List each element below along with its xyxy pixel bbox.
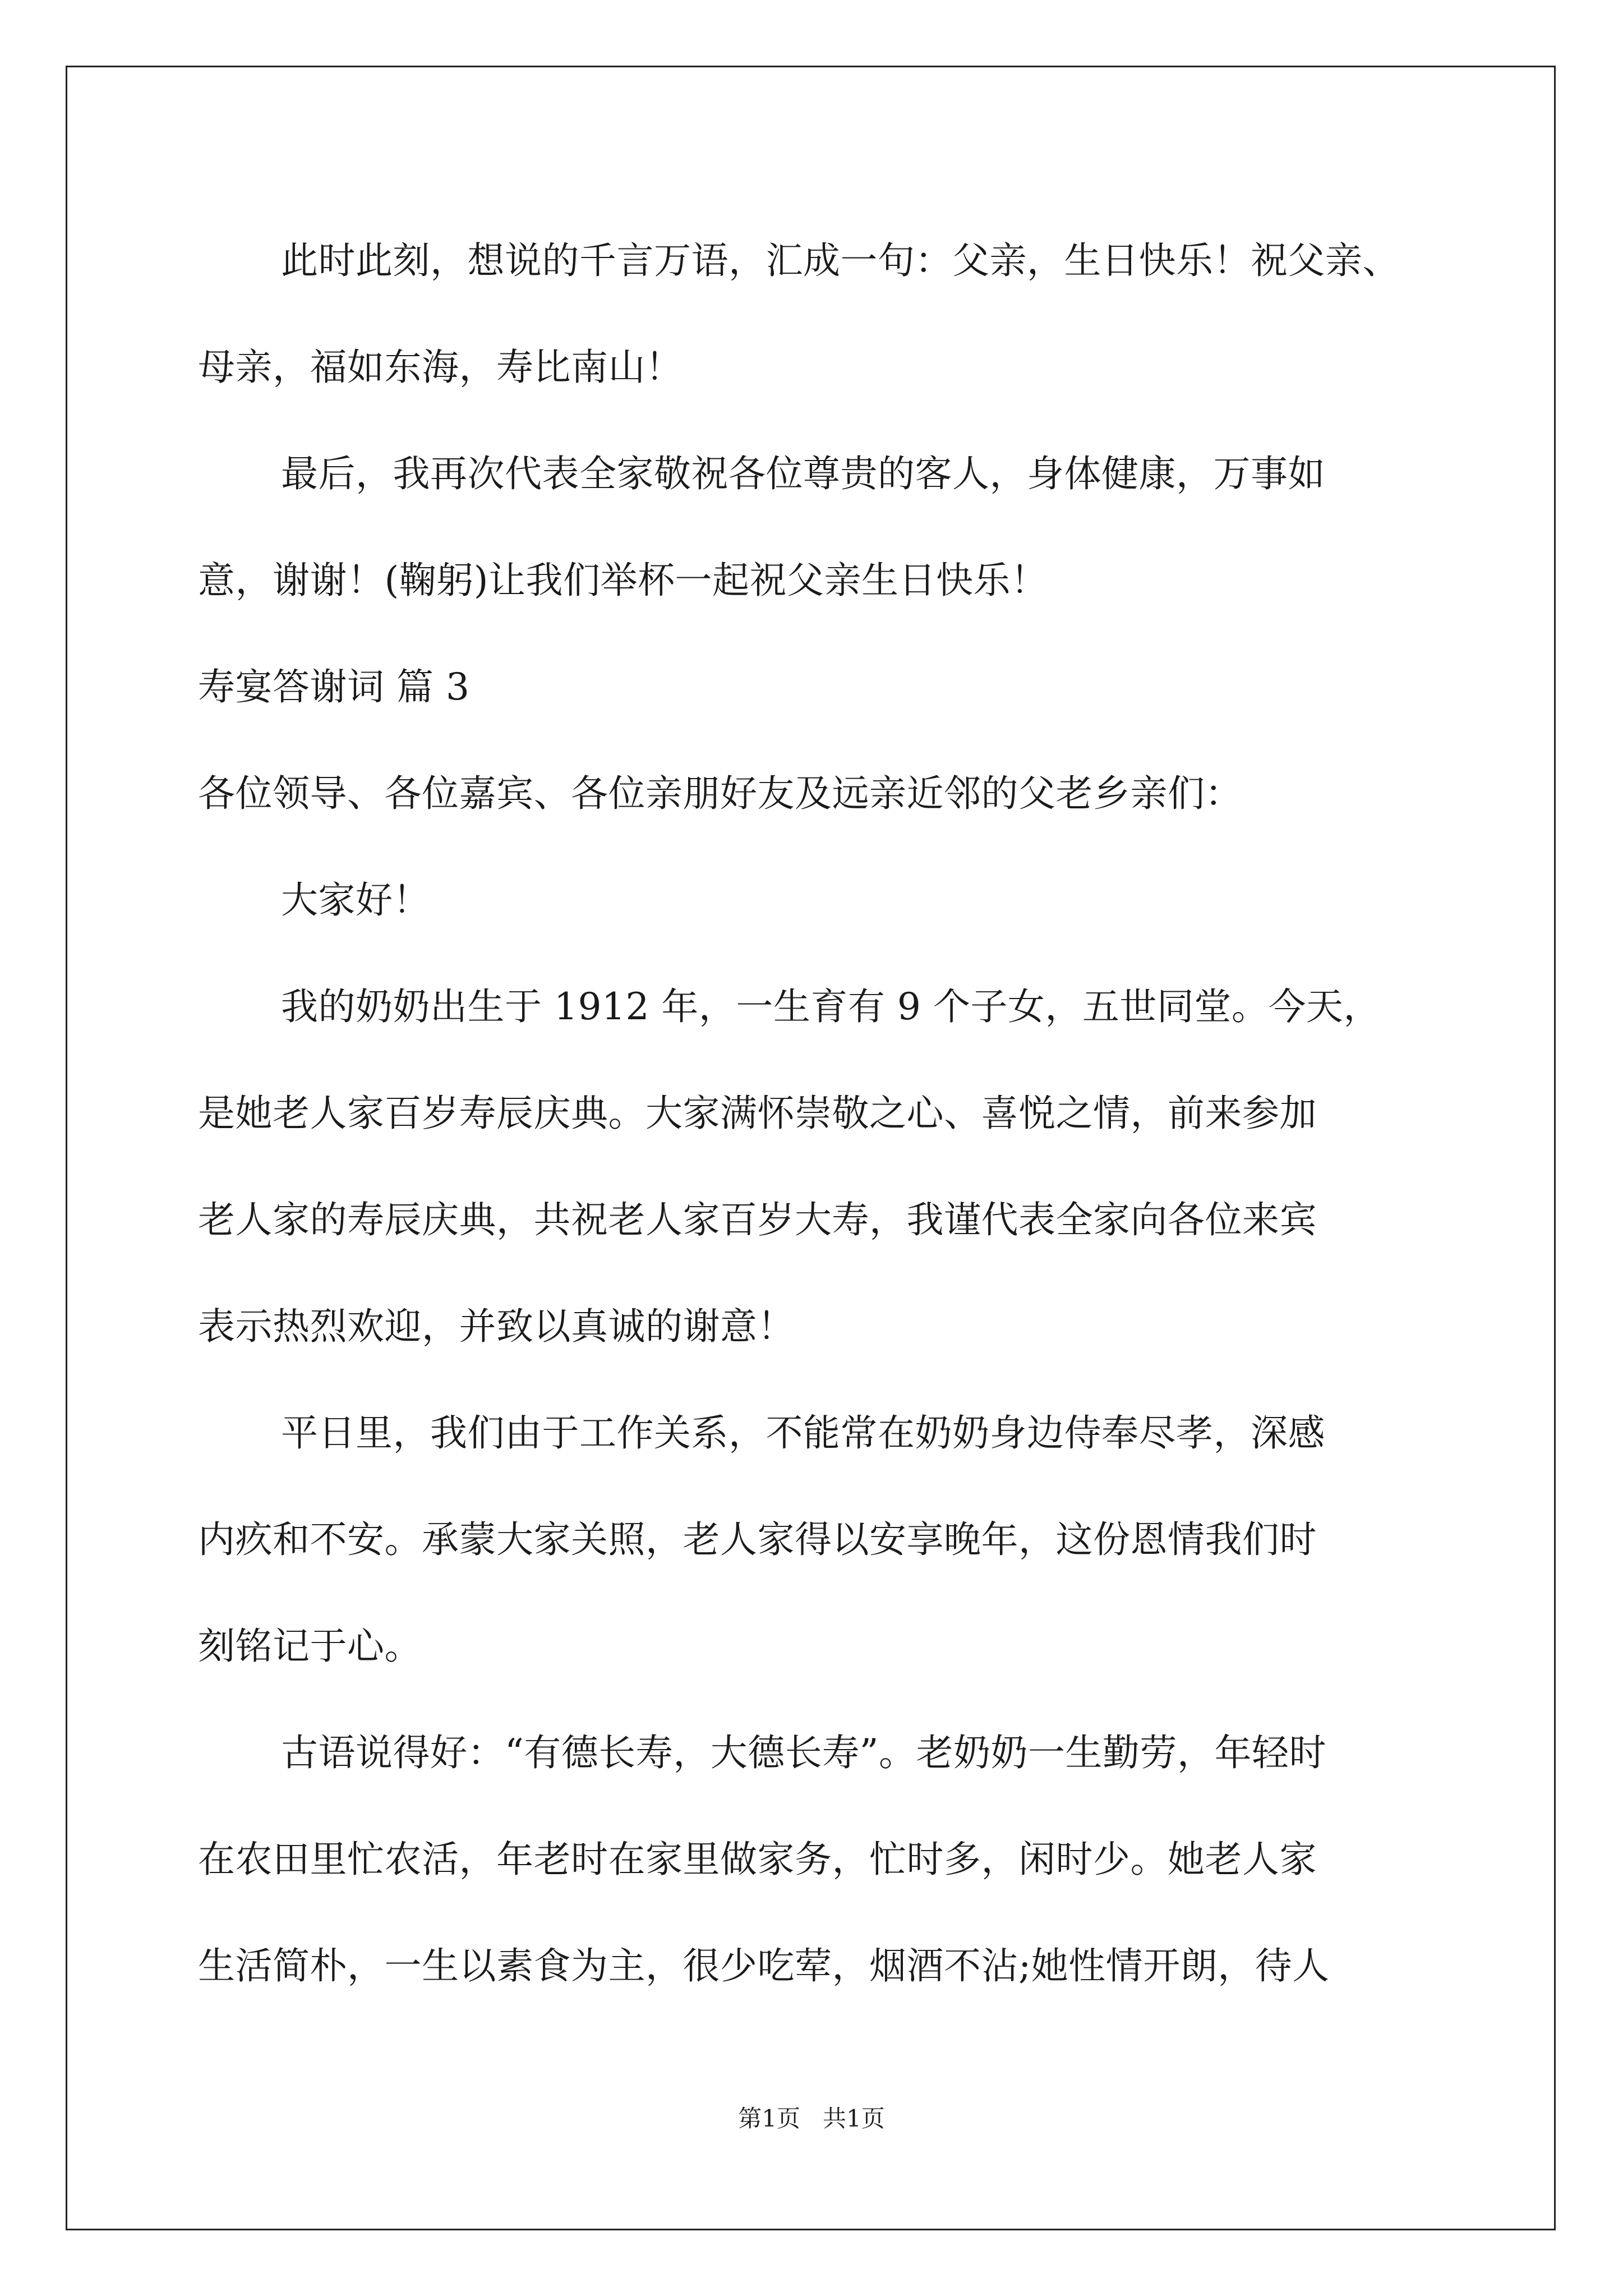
document-body xyxy=(198,208,1432,2019)
paragraph-line: 意，谢谢！(鞠躬)让我们举杯一起祝父亲生日快乐！ xyxy=(198,559,1048,602)
paragraph-line: 是她老人家百岁寿辰庆典。大家满怀崇敬之心、喜悦之情，前来参加 xyxy=(198,1092,1317,1135)
paragraph-line: 最后，我再次代表全家敬祝各位尊贵的客人，身体健康，万事如 xyxy=(281,452,1325,495)
paragraph-line: 老人家的寿辰庆典，共祝老人家百岁大寿，我谨代表全家向各位来宾 xyxy=(198,1198,1317,1241)
paragraph-line: 平日里，我们由于工作关系，不能常在奶奶身边侍奉尽孝，深感 xyxy=(281,1411,1325,1455)
paragraph-line: 在农田里忙农活，年老时在家里做家务，忙时多，闲时少。她老人家 xyxy=(198,1838,1317,1881)
page-number-footer: 第1页 共1页 xyxy=(738,2105,885,2132)
paragraph-line: 内疚和不安。承蒙大家关照，老人家得以安享晚年，这份恩情我们时 xyxy=(198,1518,1317,1561)
paragraph-line: 母亲，福如东海，寿比南山！ xyxy=(198,346,683,389)
paragraph-line: 我的奶奶出生于 1912 年，一生育有 9 个子女，五世同堂。今天， xyxy=(281,985,1381,1028)
greeting-line: 大家好！ xyxy=(281,878,430,922)
paragraph-line: 古语说得好：“有德长寿，大德长寿”。老奶奶一生勤劳，年轻时 xyxy=(281,1731,1326,1774)
section-heading: 寿宴答谢词 篇 3 xyxy=(198,665,470,708)
paragraph-line: 表示热烈欢迎，并致以真诚的谢意！ xyxy=(198,1305,795,1348)
paragraph-line: 生活简朴，一生以素食为主，很少吃荤，烟酒不沾;她性情开朗，待人 xyxy=(198,1944,1330,1987)
paragraph-line: 此时此刻，想说的千言万语，汇成一句：父亲，生日快乐！祝父亲、 xyxy=(281,239,1400,282)
salutation-line: 各位领导、各位嘉宾、各位亲朋好友及远亲近邻的父老乡亲们： xyxy=(198,772,1242,815)
paragraph-line: 刻铭记于心。 xyxy=(198,1625,422,1668)
